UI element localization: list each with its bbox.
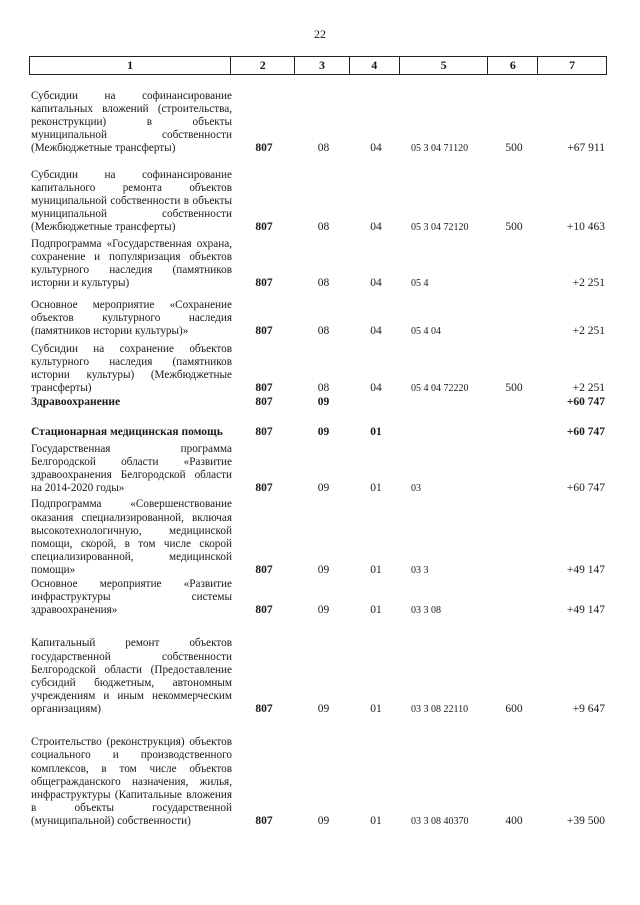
row-name: Субсидии на софинансирование капитального ремонта объектов муниципальной собственности в объекты муниципальной собственности (Межбюджетные трансферты) [31, 168, 232, 233]
row-rz: 09 [317, 563, 330, 576]
table-row [31, 234, 607, 290]
row-pr: 01 [370, 481, 382, 494]
row-csr: 03 3 08 [411, 604, 441, 616]
row-ved: 807 [255, 702, 273, 715]
row-ved: 807 [255, 276, 273, 289]
row-name: Здравоохранение [31, 395, 121, 408]
table-row [31, 155, 607, 234]
row-csr: 03 3 [411, 564, 429, 576]
row-csr: 05 4 04 [411, 325, 441, 337]
row-name: Субсидии на софинансирование капитальных вложений (строительства, реконструкции) в объекты муниципальной собственности (Межбюджетные трансферты) [31, 89, 232, 154]
row-rz: 08 [317, 220, 330, 233]
table-row [31, 395, 607, 409]
table-row [31, 76, 607, 155]
row-sum: +10 463 [566, 220, 605, 233]
row-sum: +49 147 [566, 563, 605, 576]
row-sum: +2 251 [572, 381, 605, 394]
row-name: Субсидии на сохранение объектов культурного наследия (памятников истории культуры) (Межбюджетные трансферты) [31, 342, 232, 394]
header-col-7: 7 [569, 58, 576, 72]
row-vr: 600 [505, 702, 523, 715]
table-row [31, 617, 607, 716]
row-pr: 01 [370, 603, 382, 616]
row-name: Стационарная медицинская помощь [31, 425, 223, 438]
row-vr: 500 [505, 381, 523, 394]
row-vr: 400 [505, 814, 523, 827]
row-rz: 08 [317, 381, 330, 394]
row-pr: 01 [370, 814, 382, 827]
table-row [31, 439, 607, 495]
row-sum: +9 647 [572, 702, 605, 715]
header-col-5: 5 [400, 57, 489, 74]
row-ved: 807 [255, 141, 273, 154]
header-col-2: 2 [231, 57, 295, 74]
row-ved: 807 [255, 395, 273, 408]
row-pr: 04 [370, 324, 382, 337]
row-sum: +39 500 [566, 814, 605, 827]
table-row [31, 338, 607, 395]
table-row [31, 716, 607, 828]
table-row [31, 495, 607, 577]
row-pr: 01 [370, 702, 382, 715]
header-col-4: 4 [350, 57, 400, 74]
row-ved: 807 [255, 324, 273, 337]
row-name: Строительство (реконструкция) объектов социального и производственного комплексов, в том числе объектов общегражданского назначения, жилья, инфраструктуры (Капитальные вложения в объекты государственной (муниципальной) собственности) [31, 736, 232, 827]
row-rz: 09 [317, 481, 330, 494]
row-ved: 807 [255, 814, 273, 827]
row-sum: +2 251 [572, 276, 605, 289]
budget-table [31, 76, 607, 828]
table-header [29, 56, 607, 75]
row-sum: +67 911 [567, 141, 605, 154]
header-col-6: 6 [488, 57, 538, 74]
row-ved: 807 [255, 563, 273, 576]
row-name: Капитальный ремонт объектов государственной собственности Белгородской области (Предоставление субсидий бюджетным, автономным учреждениям и иным некоммерческим организациям) [31, 637, 232, 715]
row-name: Основное мероприятие «Сохранение объектов культурного наследия (памятников истории культуры)» [31, 298, 232, 337]
row-name: Подпрограмма «Совершенствование оказания специализированной, включая высокотехнологичную, медицинской помощи, скорой, в том числе скорой специализированной, медицинской помощи» [31, 498, 232, 576]
table-row [31, 577, 607, 617]
row-pr: 04 [370, 141, 382, 154]
row-sum: +60 747 [566, 425, 605, 438]
table-row [31, 409, 607, 439]
row-rz: 09 [317, 702, 330, 715]
row-sum: +49 147 [566, 603, 605, 616]
page-number: 22 [314, 27, 326, 41]
row-pr: 04 [370, 220, 382, 233]
row-csr: 05 4 [411, 277, 429, 289]
row-rz: 09 [317, 425, 330, 438]
row-rz: 09 [317, 395, 330, 408]
row-sum: +60 747 [566, 481, 605, 494]
row-csr: 05 3 04 72120 [411, 221, 469, 233]
table-row [31, 290, 607, 338]
row-csr: 03 3 08 22110 [411, 703, 469, 715]
row-pr: 01 [370, 425, 382, 438]
row-rz: 08 [317, 276, 330, 289]
row-ved: 807 [255, 381, 273, 394]
row-pr: 04 [370, 276, 382, 289]
row-pr: 04 [370, 381, 382, 394]
row-csr: 05 3 04 71120 [411, 142, 469, 154]
row-rz: 09 [317, 603, 330, 616]
row-pr: 01 [370, 563, 382, 576]
row-csr: 03 [411, 482, 421, 494]
row-ved: 807 [255, 481, 273, 494]
row-vr: 500 [505, 220, 523, 233]
row-sum: +60 747 [566, 395, 605, 408]
row-csr: 03 3 08 40370 [411, 815, 469, 827]
row-vr: 500 [505, 141, 523, 154]
row-ved: 807 [255, 603, 273, 616]
row-name: Подпрограмма «Государственная охрана, сохранение и популяризация объектов культурного наследия (памятников истории и культуры) [31, 237, 232, 289]
row-rz: 09 [317, 814, 330, 827]
row-csr: 05 4 04 72220 [411, 382, 469, 394]
row-rz: 08 [317, 324, 330, 337]
header-col-1: 1 [30, 57, 231, 74]
row-name: Государственная программа Белгородской области «Развитие здравоохранения Белгородской области на 2014-2020 годы» [31, 442, 232, 494]
row-ved: 807 [255, 425, 273, 438]
row-sum: +2 251 [572, 324, 605, 337]
row-name: Основное мероприятие «Развитие инфраструктуры системы здравоохранения» [31, 577, 232, 616]
row-ved: 807 [255, 220, 273, 233]
row-rz: 08 [317, 141, 330, 154]
header-col-3: 3 [295, 57, 350, 74]
